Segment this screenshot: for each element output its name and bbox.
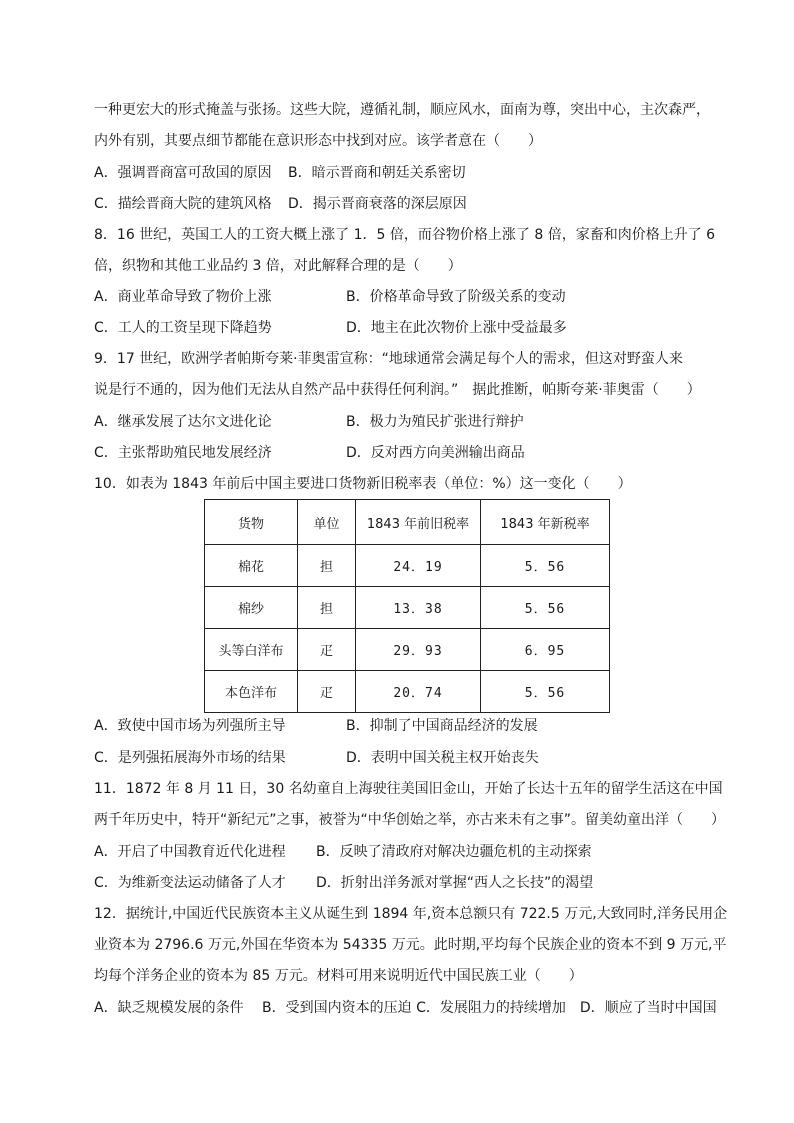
q8-option-c: C．工人的工资呈现下降趋势 <box>94 320 272 336</box>
table-row <box>205 671 610 713</box>
q8-stem-line-1: 8．16 世纪，英国工人的工资大概上涨了 1．5 倍，而谷物价格上涨了 8 倍，家畜和肉价格上升了 6 <box>94 227 716 243</box>
table-header-cell: 单位 <box>298 500 356 545</box>
table-cell: 13．38 <box>356 587 481 629</box>
q7-stem-line-1: 一种更宏大的形式掩盖与张扬。这些大院，遵循礼制，顺应风水，面南为尊，突出中心，主次森严， <box>94 102 710 118</box>
table-cell: 棉花 <box>205 545 298 587</box>
table-cell: 20．74 <box>356 671 481 713</box>
table-header-row <box>205 500 610 545</box>
table-cell: 5．56 <box>481 545 610 587</box>
q7-option-c: C．描绘晋商大院的建筑风格 <box>94 196 272 212</box>
table-header-cell: 1843 年前旧税率 <box>356 500 481 545</box>
q10-option-b: B．抑制了中国商品经济的发展 <box>346 718 538 734</box>
q10-option-a: A．致使中国市场为列强所主导 <box>94 718 286 734</box>
table-cell: 担 <box>298 545 356 587</box>
tax-rate-table <box>204 499 610 713</box>
q9-option-a: A．继承发展了达尔文进化论 <box>94 414 272 430</box>
q7-option-a: A．强调晋商富可敌国的原因 <box>94 165 272 181</box>
table-cell: 5．56 <box>481 671 610 713</box>
q11-option-d: D．折射出洋务派对掌握“西人之长技”的渴望 <box>316 875 594 891</box>
q8-stem-line-2: 倍，织物和其他工业品约 3 倍，对此解释合理的是（ ） <box>94 258 462 274</box>
table-cell: 6．95 <box>481 629 610 671</box>
table-cell: 头等白洋布 <box>205 629 298 671</box>
q8-option-d: D．地主在此次物价上涨中受益最多 <box>346 320 567 336</box>
q11-option-a: A．开启了中国教育近代化进程 <box>94 844 286 860</box>
table-cell: 24．19 <box>356 545 481 587</box>
q10-option-d: D．表明中国关税主权开始丧失 <box>346 750 539 766</box>
q12-stem-line-3: 均每个洋务企业的资本为 85 万元。材料可用来说明近代中国民族工业（ ） <box>94 968 583 984</box>
q9-option-b: B．极力为殖民扩张进行辩护 <box>346 414 524 430</box>
q10-option-c: C．是列强拓展海外市场的结果 <box>94 750 286 766</box>
q7-stem-line-2: 内外有别，其要点细节都能在意识形态中找到对应。该学者意在（ ） <box>94 133 542 149</box>
table-row <box>205 587 610 629</box>
table-header-cell: 货物 <box>205 500 298 545</box>
q7-option-b: B．暗示晋商和朝廷关系密切 <box>288 165 466 181</box>
q12-stem-line-2: 业资本为 2796.6 万元,外国在华资本为 54335 万元。此时期,平均每个民族企业的资本不到 9 万元,平 <box>94 937 727 953</box>
table-cell: 5．56 <box>481 587 610 629</box>
q9-stem-line-1: 9．17 世纪，欧洲学者帕斯夸莱·菲奥雷宣称：“地球通常会满足每个人的需求，但这对野蛮人来 <box>94 351 683 367</box>
table-header-cell: 1843 年新税率 <box>481 500 610 545</box>
table-row <box>205 545 610 587</box>
q7-option-d: D．揭示晋商衰落的深层原因 <box>288 196 467 212</box>
q12-options-line: A．缺乏规模发展的条件 B．受到国内资本的压迫 C．发展阻力的持续增加 D．顺应了当时中国国 <box>94 1000 717 1016</box>
table-cell: 疋 <box>298 629 356 671</box>
q8-option-b: B．价格革命导致了阶级关系的变动 <box>346 289 566 305</box>
q9-option-c: C．主张帮助殖民地发展经济 <box>94 445 272 461</box>
table-cell: 本色洋布 <box>205 671 298 713</box>
q10-stem-line-1: 10．如表为 1843 年前后中国主要进口货物新旧税率表（单位：%）这一变化（ ） <box>94 476 632 492</box>
table-cell: 棉纱 <box>205 587 298 629</box>
table-row <box>205 629 610 671</box>
q9-stem-line-2: 说是行不通的，因为他们无法从自然产品中获得任何利润。” 据此推断，帕斯夸莱·菲奥雷（ ） <box>94 382 701 398</box>
table-cell: 疋 <box>298 671 356 713</box>
q8-option-a: A．商业革命导致了物价上涨 <box>94 289 272 305</box>
q12-stem-line-1: 12．据统计,中国近代民族资本主义从诞生到 1894 年,资本总额只有 722.5 万元,大致同时,洋务民用企 <box>94 906 728 922</box>
q11-stem-line-2: 两千年历史中，特开“新纪元”之事，被誉为“中华创始之举，亦古来未有之事”。留美幼童出洋（ ） <box>94 812 726 828</box>
q11-option-b: B．反映了清政府对解决边疆危机的主动探索 <box>316 844 592 860</box>
q9-option-d: D．反对西方向美洲输出商品 <box>346 445 525 461</box>
q11-option-c: C．为维新变法运动储备了人才 <box>94 875 286 891</box>
table-cell: 担 <box>298 587 356 629</box>
table-cell: 29．93 <box>356 629 481 671</box>
q11-stem-line-1: 11．1872 年 8 月 11 日，30 名幼童自上海驶往美国旧金山，开始了长达十五年的留学生活这在中国 <box>94 781 723 797</box>
